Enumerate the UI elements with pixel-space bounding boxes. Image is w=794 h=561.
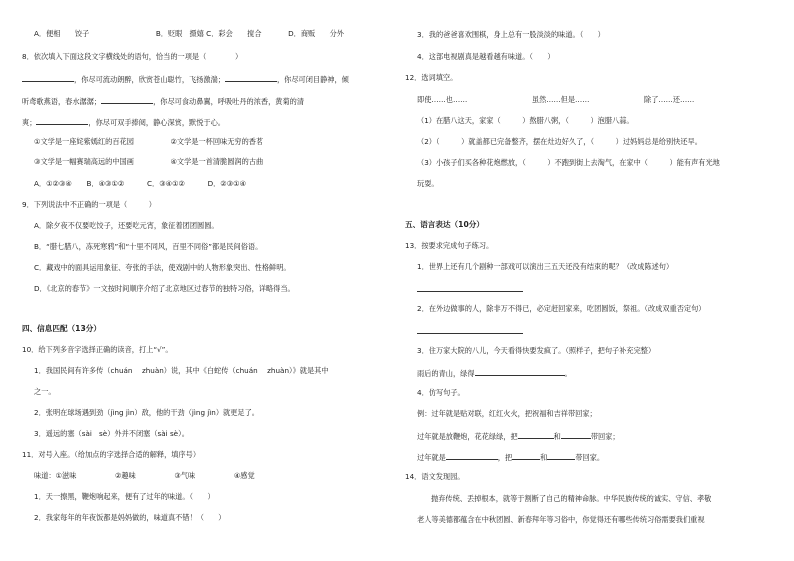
q14-stem: 14．语文发现园。 xyxy=(405,472,465,481)
q8-blank-4[interactable] xyxy=(36,117,88,125)
q13-item-3-example: 雨后的青山，绿得 。 xyxy=(417,369,572,378)
q13-item-2: 2．在外边做事的人，除非万不得已，必定赶回家来，吃团圆饭，祭祖。（改成双重否定句） xyxy=(417,304,706,313)
q10-item-2: 2．张明在球场遇到劲（jìng jìn）敌，他的干劲（jìng jìn）就更足了。 xyxy=(34,408,259,417)
q11-item-1: 1．天一擦黑，鞭炮响起来，便有了过年的味道。（ ） xyxy=(34,492,215,501)
q12-stem: 12．选词填空。 xyxy=(405,73,458,82)
q7-option-d: D．商贩 分外 xyxy=(288,29,344,38)
q8-choices-row xyxy=(34,138,263,145)
q8-stem: 8．依次填入下面这段文字横线处的语句，恰当的一项是（ ） xyxy=(22,52,243,61)
q13-answer-line-2[interactable] xyxy=(417,326,523,335)
q13-item-1: 1．世界上还有几个剧种一部戏可以演出三五天还没有结束的呢？（改成陈述句） xyxy=(417,262,674,271)
q12-item-2: （2）（ ）就盖都已完备整齐，摆在灶边好久了，（ ）过妈妈总是给别快还早。 xyxy=(417,137,702,146)
q8-answer-a[interactable]: A．①②③④ xyxy=(34,179,72,188)
q11-option-1: 味道：①滋味 xyxy=(34,471,77,480)
q9-item-d: D．《北京的春节》一文按时间顺序介绍了北京地区过春节的独特习俗，详略得当。 xyxy=(34,284,295,293)
q14-text-line: 老人等美德都蕴含在中秋团圆、新春拜年等习俗中，你觉得还有哪些传统习俗需要我们重视 xyxy=(417,515,705,524)
q11-option-4: ④感觉 xyxy=(233,471,255,480)
q8-choice-3: ③文学是一幅赛瑞高远的中国画 xyxy=(34,157,134,166)
q12-word-2: 虽然……但是…… xyxy=(531,95,590,104)
q8-passage-line: 听鸢歌燕语，春水潺潺； ，你尽可食动鼻翼，呼吸吐丹的浓香，黄菊的清 xyxy=(22,97,305,106)
q10-stem: 10．给下列多音字选择正确的读音，打上“√”。 xyxy=(22,345,173,354)
q9-item-a: A．除夕夜不仅要吃饺子，还要吃元宵，象征着团团圆圆。 xyxy=(34,221,219,230)
q13-blank[interactable] xyxy=(475,368,565,376)
q11-options-row xyxy=(34,472,255,479)
q7-option-b-c: B．贬眼 摄嬉 C．彩会 搅合 xyxy=(155,29,262,38)
q8-blank-3[interactable] xyxy=(101,96,153,104)
q8-answer-c[interactable]: C．③④①② xyxy=(146,179,185,188)
q12-words-row xyxy=(417,96,694,103)
q8-choice-2: ②文学是一杯回味无穷的香茗 xyxy=(170,137,264,146)
q11-item-3: 3．我的爸爸喜欢围棋，身上总有一股淡淡的味道。（ ） xyxy=(417,30,605,39)
q9-item-c: C．藏戏中的面具运用象征、夸张的手法，使戏剧中的人物形象突出、性格鲜明。 xyxy=(34,263,291,272)
q8-choice-4: ④文学是一首清脆圆润的古曲 xyxy=(170,157,264,166)
q9-stem: 9．下列说法中不正确的一项是（ ） xyxy=(22,200,156,209)
q10-item-3: 3．遥远的塞（sài sè）外并不闭塞（sài sè）。 xyxy=(34,429,189,438)
q14-text-line: 抛弃传统、丢掉根本，就等于割断了自己的精神命脉。中华民族传统的诚实、守信、孝敬 xyxy=(431,494,712,503)
q8-blank-2[interactable] xyxy=(225,74,277,82)
section-4-title: 四、信息匹配（13分） xyxy=(22,324,101,333)
q9-item-b: B．“腊七腊八，冻死寒鸦”和“十里不同风，百里不同俗”都是民间俗语。 xyxy=(34,242,263,251)
q8-passage-line: ，你尽可流动朗醉，欣赏苍山聪竹，飞扬激湍； ，你尽可闭目静神，倾 xyxy=(22,74,349,83)
q11-item-2: 2．我家每年的年夜饭都是妈妈做的，味道真不错！（ ） xyxy=(34,513,226,522)
q13-item-3: 3．住万家大院的八儿，今天看得快要发疯了。（照样子，把句子补充完整） xyxy=(417,346,656,355)
right-column xyxy=(405,0,775,561)
q11-stem: 11．对号入座。（给加点的字选择合适的解释，填序号） xyxy=(22,450,201,459)
q8-passage-line: 爽； ，你尽可双手捧阅，静心深赏，默悦于心。 xyxy=(22,118,225,127)
q12-word-3: 除了……还…… xyxy=(644,95,695,104)
q13-item-4-line-2: 过年就是 ，把 和 带回家。 xyxy=(417,453,605,462)
q8-blank-1[interactable] xyxy=(22,74,74,82)
q12-item-3-cont: 玩耍。 xyxy=(417,179,439,188)
q12-item-1: （1）在腊八这天，家家（ ）熬腊八粥，（ ）泡腊八蒜。 xyxy=(417,116,634,125)
q7-option-a: A．便相 饺子 xyxy=(34,29,90,38)
q8-choices-row xyxy=(34,158,263,165)
left-column xyxy=(22,0,388,561)
q8-answers-row xyxy=(34,180,246,187)
q13-item-4-line-1: 过年就是放鞭炮，花花绿绿，把 和 带回家； xyxy=(417,432,620,441)
q11-option-3: ③气味 xyxy=(174,471,196,480)
q10-item-1: 1．我国民间有许多传（chuán zhuàn）说，其中《白蛇传（chuán zhuàn）》就是其中 xyxy=(34,366,329,375)
q8-answer-d[interactable]: D．②③①④ xyxy=(207,179,247,188)
q12-item-3: （3）小孩子们买各种花炮燃放，（ ）不跑到街上去淘气，在家中（ ）能有声有光地 xyxy=(417,158,720,167)
q13-answer-line-1[interactable] xyxy=(417,284,523,293)
section-5-title: 五、语言表达（10分） xyxy=(405,220,484,229)
q8-answer-b[interactable]: B．④③①② xyxy=(86,179,125,188)
q7-options-row xyxy=(34,30,344,37)
q11-option-2: ②趣味 xyxy=(114,471,136,480)
q13-item-4-example: 例：过年就是贴对联，红红火火，把祝福和吉祥带回家； xyxy=(417,409,597,418)
q13-item-4: 4．仿写句子。 xyxy=(417,388,465,397)
q12-word-1: 即使……也…… xyxy=(417,95,468,104)
q11-item-4: 4．这部电视剧真是越看越有味道。（ ） xyxy=(417,52,555,61)
q10-item-1-cont: 之一。 xyxy=(34,387,56,396)
q8-choice-1: ①文学是一座姹紫嫣红的百花园 xyxy=(34,137,134,146)
q13-stem: 13．按要求完成句子练习。 xyxy=(405,241,494,250)
